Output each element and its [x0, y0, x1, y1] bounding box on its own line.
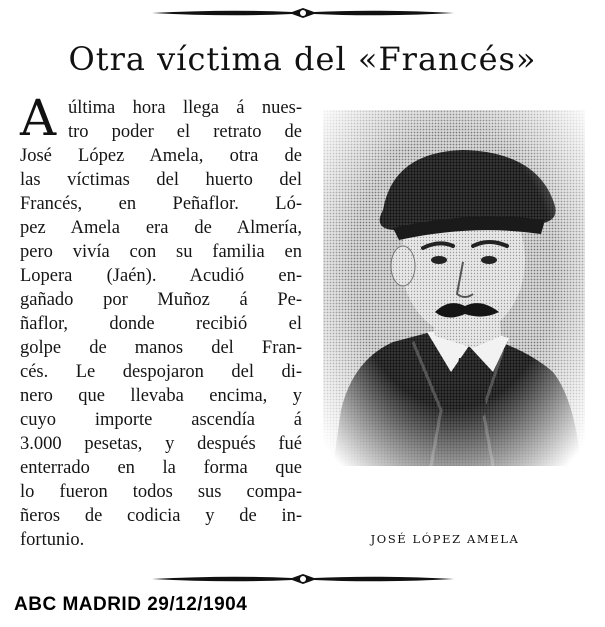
- photo-caption: JOSÉ LÓPEZ AMELA: [370, 532, 520, 546]
- article-line: enterrado en la forma que: [20, 458, 302, 478]
- article-line: golpe de manos del Fran-: [20, 338, 302, 358]
- portrait-photo: [323, 110, 585, 466]
- article-line: tro poder el retrato de: [68, 122, 302, 142]
- article-line: ñeros de codicia y de in-: [20, 506, 302, 526]
- article-line: pero vivía con su familia en: [20, 242, 302, 262]
- article-line: gañado por Muñoz á Pe-: [20, 290, 302, 310]
- article-line: las víctimas del huerto del: [20, 170, 302, 190]
- source-label: ABC MADRID 29/12/1904: [14, 594, 248, 615]
- bottom-ornamental-rule: [152, 572, 454, 586]
- article-line: cuyo importe ascendía á: [20, 410, 302, 430]
- article-line: ñaflor, donde recibió el: [20, 314, 302, 334]
- article-line: 3.000 pesetas, y después fué: [20, 434, 302, 454]
- article-line: Lopera (Jaén). Acudió en-: [20, 266, 302, 286]
- article-line: fortunio.: [20, 530, 85, 550]
- article-line: cés. Le despojaron del di-: [20, 362, 302, 382]
- article-line: José López Amela, otra de: [20, 146, 302, 166]
- article-line: última hora llega á nues-: [68, 98, 302, 118]
- article-line: nero que llevaba encima, y: [20, 386, 302, 406]
- article-line: pez Amela era de Almería,: [20, 218, 302, 238]
- headline: Otra víctima del «Francés»: [68, 40, 537, 78]
- drop-cap: A: [20, 89, 57, 147]
- article-body: [20, 89, 302, 550]
- top-ornamental-rule: [152, 6, 454, 20]
- article-line: lo fueron todos sus compa-: [20, 482, 302, 502]
- article-line: Francés, en Peñaflor. Ló-: [20, 194, 302, 214]
